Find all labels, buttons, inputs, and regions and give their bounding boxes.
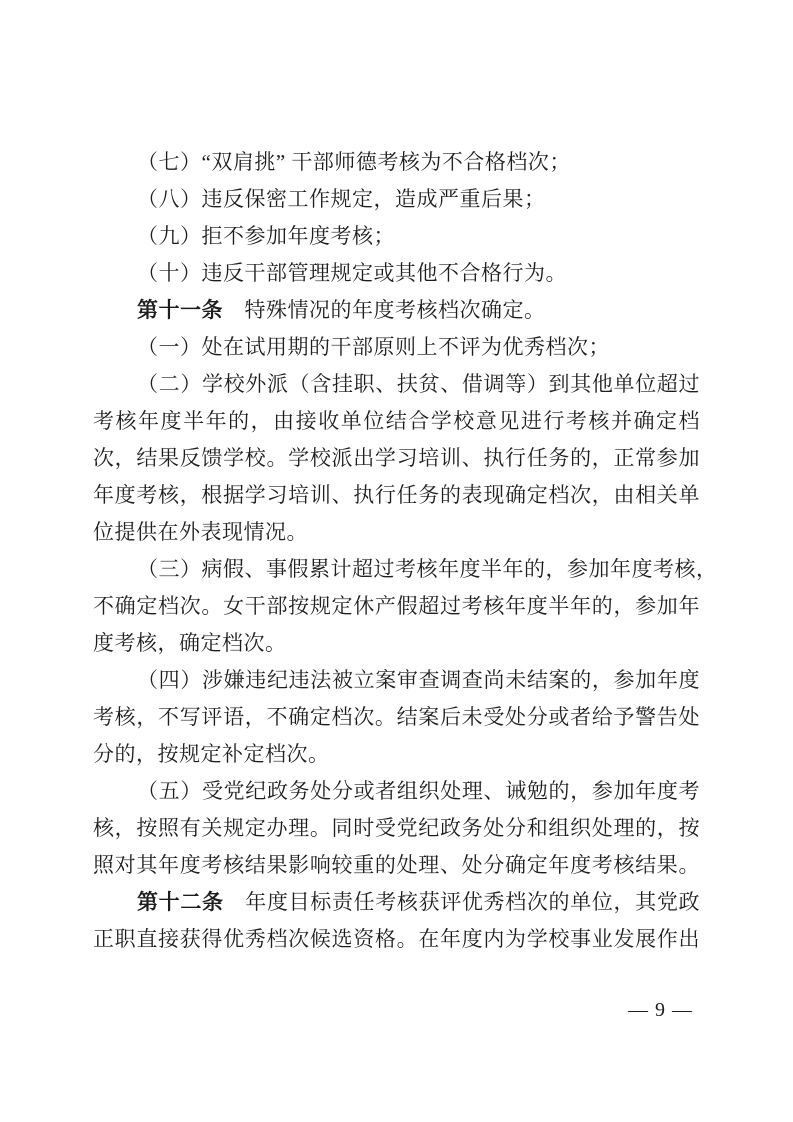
text-segment: （四）涉嫌违纪违法被立案审查调查尚未结案的，参加年度 — [137, 668, 700, 692]
text-segment: （十）违反干部管理规定或其他不合格行为。 — [137, 261, 567, 285]
text-line — [93, 292, 700, 329]
text-line — [93, 440, 700, 477]
text-line — [93, 366, 700, 403]
text-segment: （七）“双肩挑” 干部师德考核为不合格档次； — [137, 150, 571, 174]
text-line — [93, 921, 700, 958]
text-segment: （一）处在试用期的干部原则上不评为优秀档次； — [137, 335, 610, 359]
text-line — [93, 736, 700, 773]
text-line — [93, 847, 700, 884]
text-segment: 核，按照有关规定办理。同时受党纪政务处分和组织处理的，按 — [93, 816, 700, 840]
text-segment: 考核，不写评语，不确定档次。结案后未受处分或者给予警告处 — [93, 705, 700, 729]
text-segment: （九）拒不参加年度考核； — [137, 224, 395, 248]
text-line — [93, 810, 700, 847]
text-line — [93, 514, 700, 551]
text-segment: 位提供在外表现情况。 — [93, 520, 308, 544]
text-line — [93, 699, 700, 736]
document-body — [93, 144, 718, 958]
article-heading: 第十二条 — [137, 891, 224, 914]
page-number: — 9 — — [628, 999, 693, 1021]
text-line — [93, 477, 700, 514]
text-line — [93, 403, 700, 440]
text-line — [93, 144, 700, 181]
text-line — [93, 329, 700, 366]
text-segment: 度考核，确定档次。 — [93, 631, 287, 655]
text-segment: 年度目标责任考核获评优秀档次的单位，其党政 — [223, 890, 700, 914]
text-segment: 考核年度半年的，由接收单位结合学校意见进行考核并确定档 — [93, 409, 700, 433]
text-segment: 照对其年度考核结果影响较重的处理、处分确定年度考核结果。 — [93, 853, 700, 877]
text-line — [93, 218, 700, 255]
text-segment: 不确定档次。女干部按规定休产假超过考核年度半年的，参加年 — [93, 594, 700, 618]
text-segment: （八）违反保密工作规定，造成严重后果； — [137, 187, 546, 211]
article-heading: 第十一条 — [137, 299, 223, 322]
text-segment: （三）病假、事假累计超过考核年度半年的，参加年度考核， — [137, 557, 718, 581]
text-segment: 分的，按规定补定档次。 — [93, 742, 330, 766]
text-segment: 年度考核，根据学习培训、执行任务的表现确定档次，由相关单 — [93, 483, 700, 507]
text-line — [93, 181, 700, 218]
text-line — [93, 551, 718, 588]
text-line — [93, 662, 700, 699]
text-line — [93, 255, 700, 292]
text-line — [93, 625, 700, 662]
text-segment: （二）学校外派（含挂职、扶贫、借调等）到其他单位超过 — [137, 372, 700, 396]
text-segment: （五）受党纪政务处分或者组织处理、诫勉的，参加年度考 — [137, 779, 700, 803]
text-segment: 次，结果反馈学校。学校派出学习培训、执行任务的，正常参加 — [93, 446, 700, 470]
text-segment: 特殊情况的年度考核档次确定。 — [223, 298, 546, 322]
text-segment: 正职直接获得优秀档次候选资格。在年度内为学校事业发展作出 — [93, 927, 700, 951]
text-line — [93, 773, 700, 810]
text-line — [93, 884, 700, 921]
text-line — [93, 588, 700, 625]
